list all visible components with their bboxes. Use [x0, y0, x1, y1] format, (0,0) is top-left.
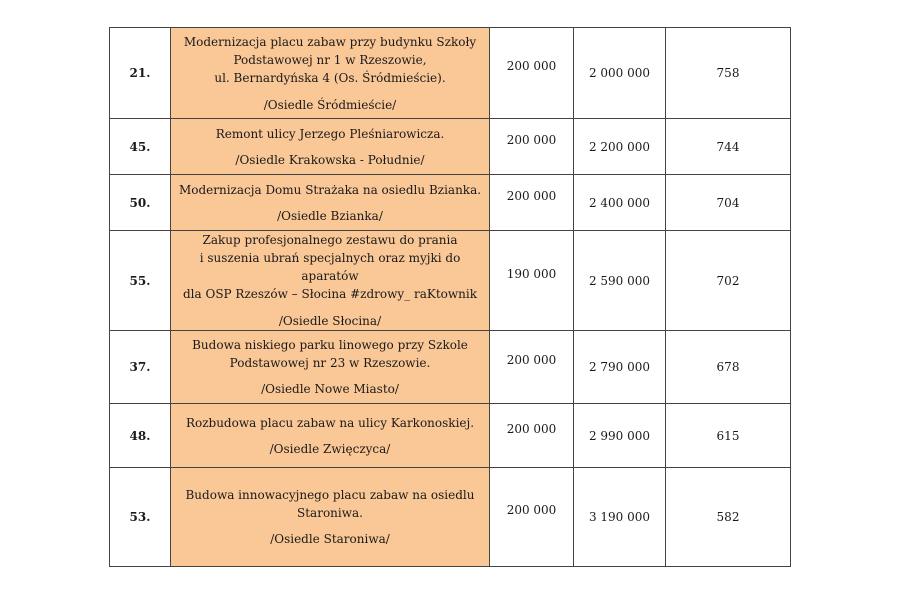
cost-cell	[490, 404, 574, 468]
cumulative-cost: 2 400 000	[574, 175, 666, 231]
table-row	[110, 28, 791, 119]
table-row	[110, 231, 791, 331]
cumulative-cost: 2 200 000	[574, 119, 666, 175]
cumulative-cost: 2 990 000	[574, 404, 666, 468]
project-cell	[171, 331, 490, 404]
project-number: 37.	[110, 331, 171, 404]
cumulative-cost: 3 190 000	[574, 468, 666, 567]
cost-cell	[490, 331, 574, 404]
project-cell	[171, 231, 490, 331]
project-number: 50.	[110, 175, 171, 231]
table-row	[110, 404, 791, 468]
project-cost: 200 000	[506, 132, 557, 147]
vote-count: 704	[666, 175, 791, 231]
table-row	[110, 119, 791, 175]
vote-count: 615	[666, 404, 791, 468]
cumulative-cost: 2 590 000	[574, 231, 666, 331]
project-number: 45.	[110, 119, 171, 175]
project-cell	[171, 28, 490, 119]
cost-cell	[490, 231, 574, 331]
vote-count: 702	[666, 231, 791, 331]
table-row	[110, 468, 791, 567]
cost-cell	[490, 175, 574, 231]
project-cost: 200 000	[506, 188, 557, 203]
project-district: /Osiedle Śródmieście/	[263, 97, 397, 112]
vote-count: 744	[666, 119, 791, 175]
project-number: 48.	[110, 404, 171, 468]
cost-cell	[490, 119, 574, 175]
vote-count: 582	[666, 468, 791, 567]
project-district: /Osiedle Zwięczyca/	[269, 441, 391, 456]
project-number: 55.	[110, 231, 171, 331]
project-description: Budowa niskiego parku linowego przy Szkole Podstawowej nr 23 w Rzeszowie.	[192, 338, 468, 370]
project-district: /Osiedle Staroniwa/	[270, 532, 390, 546]
project-district: /Osiedle Krakowska - Południe/	[235, 152, 425, 167]
project-cost: 200 000	[506, 421, 557, 436]
project-description: Budowa innowacyjnego placu zabaw na osiedlu Staroniwa.	[185, 488, 475, 520]
project-district: /Osiedle Słocina/	[278, 314, 382, 328]
table-row	[110, 175, 791, 231]
cost-cell	[490, 28, 574, 119]
project-description: Zakup profesjonalnego zestawu do prania i suszenia ubrań specjalnych oraz myjki do aparatów dla OSP Rzeszów – Słocina #zdrowy_ raKtownik	[183, 233, 477, 301]
project-district: /Osiedle Bzianka/	[277, 208, 383, 223]
project-cost: 200 000	[506, 353, 557, 367]
project-description: Modernizacja Domu Strażaka na osiedlu Bzianka.	[178, 182, 482, 197]
project-cell	[171, 468, 490, 567]
project-cost: 200 000	[506, 59, 557, 73]
project-cost: 200 000	[506, 503, 557, 517]
project-cost: 190 000	[506, 266, 557, 281]
cost-cell	[490, 468, 574, 567]
project-description: Rozbudowa placu zabaw na ulicy Karkonoskiej.	[185, 415, 475, 430]
project-cell	[171, 404, 490, 468]
project-number: 21.	[110, 28, 171, 119]
project-description: Modernizacja placu zabaw przy budynku Szkoły Podstawowej nr 1 w Rzeszowie, ul. Bernardyńska 4 (Os. Śródmieście).	[183, 34, 477, 85]
project-cell	[171, 119, 490, 175]
project-district: /Osiedle Nowe Miasto/	[261, 382, 399, 396]
project-number: 53.	[110, 468, 171, 567]
table-row	[110, 331, 791, 404]
project-description: Remont ulicy Jerzego Pleśniarowicza.	[215, 126, 445, 141]
vote-count: 678	[666, 331, 791, 404]
cumulative-cost: 2 790 000	[574, 331, 666, 404]
project-cell	[171, 175, 490, 231]
vote-count: 758	[666, 28, 791, 119]
cumulative-cost: 2 000 000	[574, 28, 666, 119]
projects-table	[109, 27, 791, 567]
